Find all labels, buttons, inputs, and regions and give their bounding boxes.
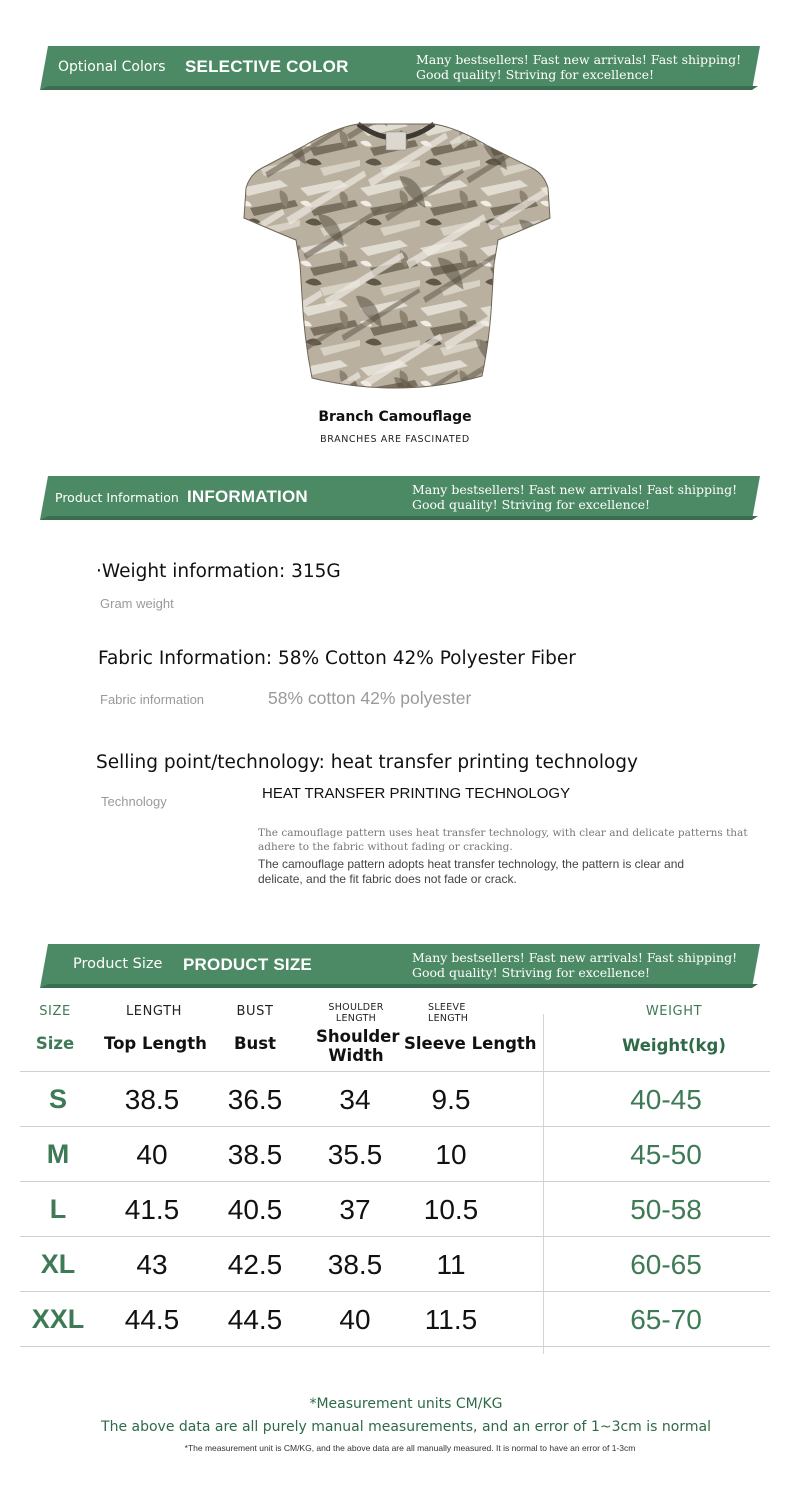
header-bust: Bust: [233, 1034, 277, 1053]
length-cell: 40: [136, 1139, 168, 1170]
header-sleeve-en: SLEEVE LENGTH: [428, 1002, 469, 1024]
table-row: [0, 1182, 790, 1237]
measurement-footnote: *The measurement unit is CM/KG, and the above data are all manually measured. It is normal to have an error of 1-3cm: [184, 1443, 636, 1453]
product-name: Branch Camouflage: [318, 409, 472, 425]
header-weight-en: WEIGHT: [645, 1004, 703, 1019]
selective-color-banner: [40, 46, 760, 90]
banner-small-label: Optional Colors: [58, 59, 166, 75]
header-length-en: LENGTH: [125, 1004, 183, 1019]
information-banner: [40, 476, 760, 520]
bust-cell: 42.5: [227, 1249, 283, 1280]
technology-sub: Technology: [101, 794, 167, 809]
weight-cell: 50-58: [630, 1194, 702, 1225]
size-cell: S: [48, 1084, 67, 1114]
length-cell: 41.5: [124, 1194, 180, 1225]
product-subtitle: BRANCHES ARE FASCINATED: [320, 434, 470, 445]
shoulder-cell: 35.5: [327, 1139, 383, 1170]
fabric-heading: Fabric Information: 58% Cotton 42% Polyester Fiber: [98, 648, 576, 669]
technology-note-2: The camouflage pattern adopts heat transfer technology, the pattern is clear and delicate, and the fit fabric does not fade or crack.: [258, 857, 685, 886]
weight-cell: 40-45: [630, 1084, 702, 1115]
weight-cell: 45-50: [630, 1139, 702, 1170]
banner-title: SELECTIVE COLOR: [185, 57, 349, 76]
weight-heading: ·Weight information: 315G: [96, 561, 341, 582]
banner-title: PRODUCT SIZE: [183, 955, 312, 974]
size-cell: XXL: [31, 1304, 85, 1334]
fabric-sub: Fabric information: [100, 692, 205, 707]
sleeve-cell: 10.5: [423, 1194, 479, 1225]
technology-heading: Selling point/technology: heat transfer printing technology: [96, 752, 639, 773]
technology-note: The camouflage pattern uses heat transfer technology, with clear and delicate patterns that adhere to the fabric without fading or cracking.: [258, 827, 748, 853]
weight-sub: Gram weight: [100, 596, 174, 611]
header-weight: Weight(kg): [622, 1036, 726, 1055]
fabric-value: 58% cotton 42% polyester: [268, 688, 472, 708]
weight-cell: 65-70: [630, 1304, 702, 1335]
sleeve-cell: 11: [436, 1249, 466, 1280]
size-cell: L: [49, 1194, 67, 1224]
size-cell: XL: [40, 1249, 76, 1279]
sleeve-cell: 9.5: [431, 1084, 471, 1115]
header-sleeve: Sleeve Length: [404, 1034, 537, 1053]
sleeve-cell: 11.5: [424, 1304, 478, 1335]
table-row: [0, 1237, 790, 1292]
banner-slogan: Many bestsellers! Fast new arrivals! Fast shipping! Good quality! Striving for excellence!: [416, 52, 742, 82]
measurement-units-note: *Measurement units CM/KG: [309, 1396, 503, 1412]
weight-cell: 60-65: [630, 1249, 702, 1280]
header-shoulder: Shoulder Width: [316, 1027, 400, 1065]
bust-cell: 38.5: [227, 1139, 283, 1170]
banner-small-label: Product Information: [55, 490, 179, 505]
header-shoulder-en: SHOULDER LENGTH: [328, 1002, 384, 1024]
table-row: [0, 1072, 790, 1127]
size-cell: M: [46, 1139, 70, 1169]
banner-slogan: Many bestsellers! Fast new arrivals! Fast shipping! Good quality! Striving for excellence!: [412, 950, 738, 980]
camouflage-tshirt-image[interactable]: [240, 118, 552, 390]
header-size-en: SIZE: [39, 1004, 71, 1019]
sleeve-cell: 10: [435, 1139, 467, 1170]
banner-title: INFORMATION: [187, 487, 308, 506]
header-size: Size: [35, 1034, 75, 1053]
table-row: [0, 1127, 790, 1182]
banner-slogan: Many bestsellers! Fast new arrivals! Fast shipping! Good quality! Striving for excellence!: [412, 482, 738, 512]
length-cell: 43: [136, 1249, 168, 1280]
measurement-error-note: The above data are all purely manual measurements, and an error of 1~3cm is normal: [101, 1419, 711, 1435]
header-bust-en: BUST: [236, 1004, 274, 1019]
shoulder-cell: 38.5: [327, 1249, 383, 1280]
length-cell: 38.5: [124, 1084, 180, 1115]
bust-cell: 40.5: [227, 1194, 283, 1225]
bust-cell: 44.5: [227, 1304, 283, 1335]
technology-value: HEAT TRANSFER PRINTING TECHNOLOGY: [262, 785, 571, 802]
bust-cell: 36.5: [227, 1084, 283, 1115]
product-size-banner: [40, 944, 760, 988]
shoulder-cell: 37: [339, 1194, 371, 1225]
table-row: [0, 1292, 790, 1347]
header-length: Top Length: [104, 1034, 207, 1053]
shoulder-cell: 34: [339, 1084, 371, 1115]
length-cell: 44.5: [124, 1304, 180, 1335]
shoulder-cell: 40: [339, 1304, 371, 1335]
banner-small-label: Product Size: [73, 956, 163, 972]
